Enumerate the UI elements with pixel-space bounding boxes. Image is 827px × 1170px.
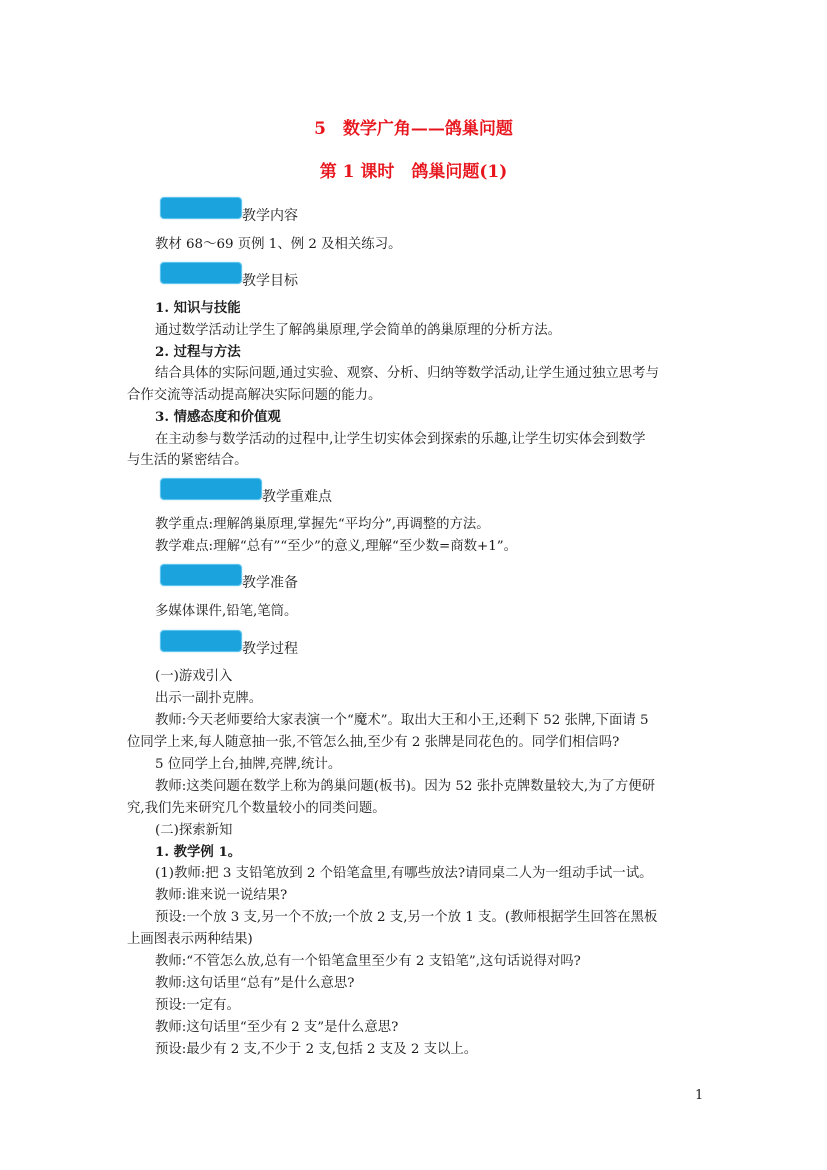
text-line: 教材 68～69 页例 1、例 2 及相关练习。	[155, 237, 402, 252]
text-line: 预设:一个放 3 支,另一个不放;一个放 2 支,另一个放 1 支。(教师根据学生回答在黑板	[155, 910, 658, 925]
text-line: (二)探索新知	[155, 823, 233, 838]
text-line: 教学难点:理解“总有”“至少”的意义,理解“至少数=商数+1”。	[155, 539, 518, 554]
text-line: 与生活的紧密结合。	[127, 453, 248, 468]
text-line: 合作交流等活动提高解决实际问题的能力。	[127, 388, 382, 403]
section-badge-process	[160, 630, 242, 652]
text-line: 预设:一定有。	[155, 998, 240, 1013]
text-line: 教师:“不管怎么放,总有一个铅笔盒里至少有 2 支铅笔”,这句话说得对吗?	[155, 954, 581, 969]
text-line: 出示一副扑克牌。	[155, 691, 263, 706]
page-subtitle: 第 1 课时 鸽巢问题(1)	[319, 162, 508, 182]
section-label-goals: 教学目标	[242, 273, 298, 289]
text-line: (一)游戏引入	[155, 669, 233, 684]
text-line: 位同学上来,每人随意抽一张,不管怎么抽,至少有 2 张牌是同花色的。同学们相信吗?	[127, 735, 620, 750]
section-label-content: 教学内容	[242, 208, 298, 224]
text-line: 教师:这句话里“至少有 2 支”是什么意思?	[155, 1020, 399, 1035]
section-badge-content	[160, 197, 242, 219]
text-line: 究,我们先来研究几个数量较小的同类问题。	[127, 801, 386, 816]
section-badge-keypoints	[160, 478, 262, 500]
text-line: 1. 知识与技能	[155, 300, 241, 316]
page-number: 1	[695, 1088, 704, 1103]
section-label-prep: 教学准备	[242, 575, 298, 591]
section-label-process: 教学过程	[242, 641, 298, 657]
text-line: 教师:谁来说一说结果?	[155, 888, 288, 903]
text-line: 教师:这类问题在数学上称为鸽巢问题(板书)。因为 52 张扑克牌数量较大,为了方便研	[155, 779, 656, 794]
text-line: 教学重点:理解鸽巢原理,掌握先“平均分”,再调整的方法。	[155, 517, 490, 532]
text-line: 预设:最少有 2 支,不少于 2 支,包括 2 支及 2 支以上。	[155, 1042, 478, 1057]
text-line: 教师:今天老师要给大家表演一个“魔术”。取出大王和小王,还剩下 52 张牌,下面请 5	[155, 713, 649, 728]
section-label-keypoints: 教学重难点	[262, 489, 332, 505]
text-line: 1. 教学例 1。	[155, 844, 242, 860]
text-line: 结合具体的实际问题,通过实验、观察、分析、归纳等数学活动,让学生通过独立思考与	[155, 366, 659, 381]
text-line: 在主动参与数学活动的过程中,让学生切实体会到探索的乐趣,让学生切实体会到数学	[155, 432, 646, 447]
text-line: 5 位同学上台,抽牌,亮牌,统计。	[155, 757, 342, 772]
text-line: 教师:这句话里“总有”是什么意思?	[155, 976, 355, 991]
page-title: 5 数学广角——鸽巢问题	[314, 119, 513, 139]
text-line: 多媒体课件,铅笔,笔筒。	[155, 604, 298, 619]
text-line: 通过数学活动让学生了解鸽巢原理,学会简单的鸽巢原理的分析方法。	[155, 323, 561, 338]
text-line: 2. 过程与方法	[155, 344, 241, 360]
section-badge-goals	[160, 262, 242, 284]
text-line: 3. 情感态度和价值观	[155, 409, 281, 425]
section-badge-prep	[160, 564, 242, 586]
text-line: (1)教师:把 3 支铅笔放到 2 个铅笔盒里,有哪些放法?请同桌二人为一组动手试一试。	[155, 866, 653, 881]
text-line: 上画图表示两种结果)	[127, 932, 253, 947]
